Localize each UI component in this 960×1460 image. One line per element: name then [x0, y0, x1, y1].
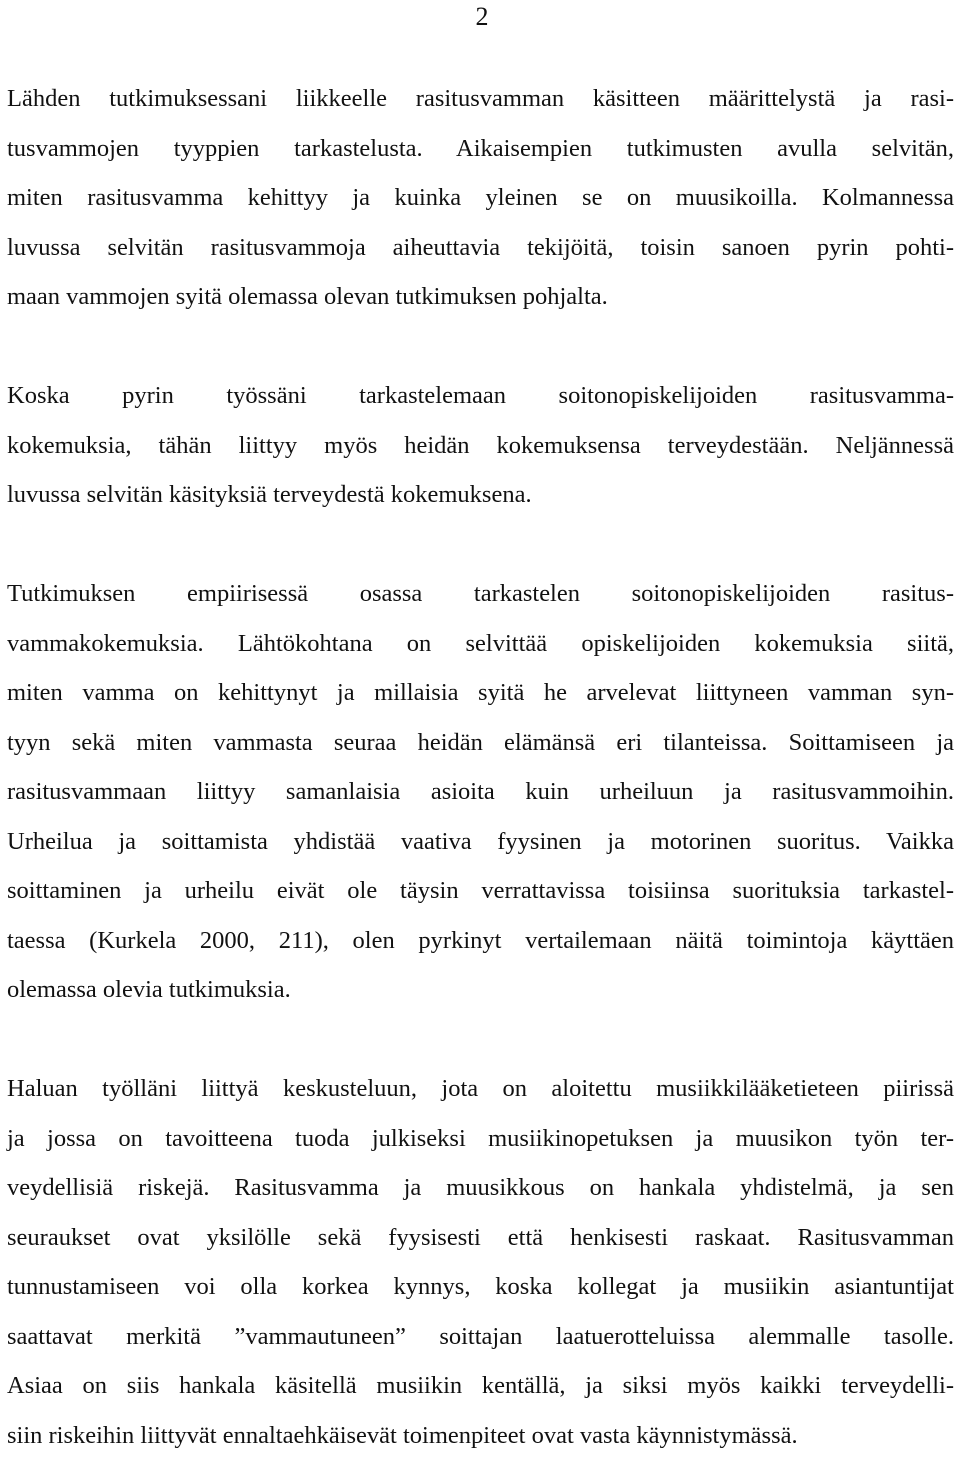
text-line: seuraukset ovat yksilölle sekä fyysisesti että henkisesti raskaat. Rasitusvamman — [7, 1223, 954, 1251]
text-line: vammakokemuksia. Lähtökohtana on selvittää opiskelijoiden kokemuksia siitä, — [7, 629, 954, 657]
text-line: rasitusvammaan liittyy samanlaisia asioita kuin urheiluun ja rasitusvammoihin. — [7, 778, 954, 805]
text-line: veydellisiä riskejä. Rasitusvamma ja muusikkous on hankala yhdistelmä, ja sen — [7, 1174, 954, 1201]
text-line: Tutkimuksen empiirisessä osassa tarkastelen soitonopiskelijoiden rasitus- — [7, 580, 954, 607]
paragraph-gap — [7, 1015, 954, 1065]
text-line: miten vamma on kehittynyt ja millaisia syitä he arvelevat liittyneen vamman syn- — [7, 679, 954, 706]
text-line: miten rasitusvamma kehittyy ja kuinka yleinen se on muusikoilla. Kolmannessa — [7, 184, 954, 211]
page-number: 2 — [475, 2, 489, 31]
paragraph-discussion — [7, 1064, 954, 1460]
text-line: Lähden tutkimuksessani liikkeelle rasitusvamman käsitteen määrittelystä ja rasi- — [7, 85, 954, 112]
text-line: tunnustamiseen voi olla korkea kynnys, koska kollegat ja musiikin asiantuntijat — [7, 1273, 954, 1300]
text-line: tusvammojen tyyppien tarkastelusta. Aikaisempien tutkimusten avulla selvitän, — [7, 134, 954, 162]
text-line: kokemuksia, tähän liittyy myös heidän kokemuksensa terveydestään. Neljännessä — [7, 431, 954, 459]
text-line: Asiaa on siis hankala käsitellä musiikin kentällä, ja siksi myös kaikki terveydelli- — [7, 1372, 954, 1399]
document-body — [7, 74, 954, 1460]
paragraph-intro — [7, 74, 954, 322]
text-line: luvussa selvitän käsityksiä terveydestä kokemuksena. — [7, 481, 532, 508]
text-line: olemassa olevia tutkimuksia. — [7, 976, 291, 1003]
text-line: ja jossa on tavoitteena tuoda julkiseksi musiikinopetuksen ja muusikon työn ter- — [7, 1124, 954, 1152]
text-line: tyyn sekä miten vammasta seuraa heidän elämänsä eri tilanteissa. Soittamiseen ja — [7, 728, 954, 756]
text-line: maan vammojen syitä olemassa olevan tutkimuksen pohjalta. — [7, 283, 608, 310]
text-line: luvussa selvitän rasitusvammoja aiheuttavia tekijöitä, toisin sanoen pyrin pohti- — [7, 233, 954, 261]
paragraph-health — [7, 371, 954, 520]
text-line: Koska pyrin työssäni tarkastelemaan soitonopiskelijoiden rasitusvamma- — [7, 382, 954, 409]
text-line: Haluan työlläni liittyä keskusteluun, jota on aloitettu musiikkilääketieteen piirissä — [7, 1075, 954, 1102]
paragraph-gap — [7, 322, 954, 372]
text-line: taessa (Kurkela 2000, 211), olen pyrkinyt vertailemaan näitä toimintoja käyttäen — [7, 926, 954, 954]
text-line: saattavat merkitä ”vammautuneen” soittajan laatuerotteluissa alemmalle tasolle. — [7, 1322, 954, 1350]
text-line: siin riskeihin liittyvät ennaltaehkäisevät toimenpiteet ovat vasta käynnistymässä. — [7, 1421, 798, 1449]
paragraph-gap — [7, 520, 954, 570]
paragraph-empirical — [7, 569, 954, 1015]
text-line: Urheilua ja soittamista yhdistää vaativa fyysinen ja motorinen suoritus. Vaikka — [7, 827, 954, 855]
text-line: soittaminen ja urheilu eivät ole täysin verrattavissa toisiinsa suorituksia tarkastel- — [7, 877, 954, 904]
